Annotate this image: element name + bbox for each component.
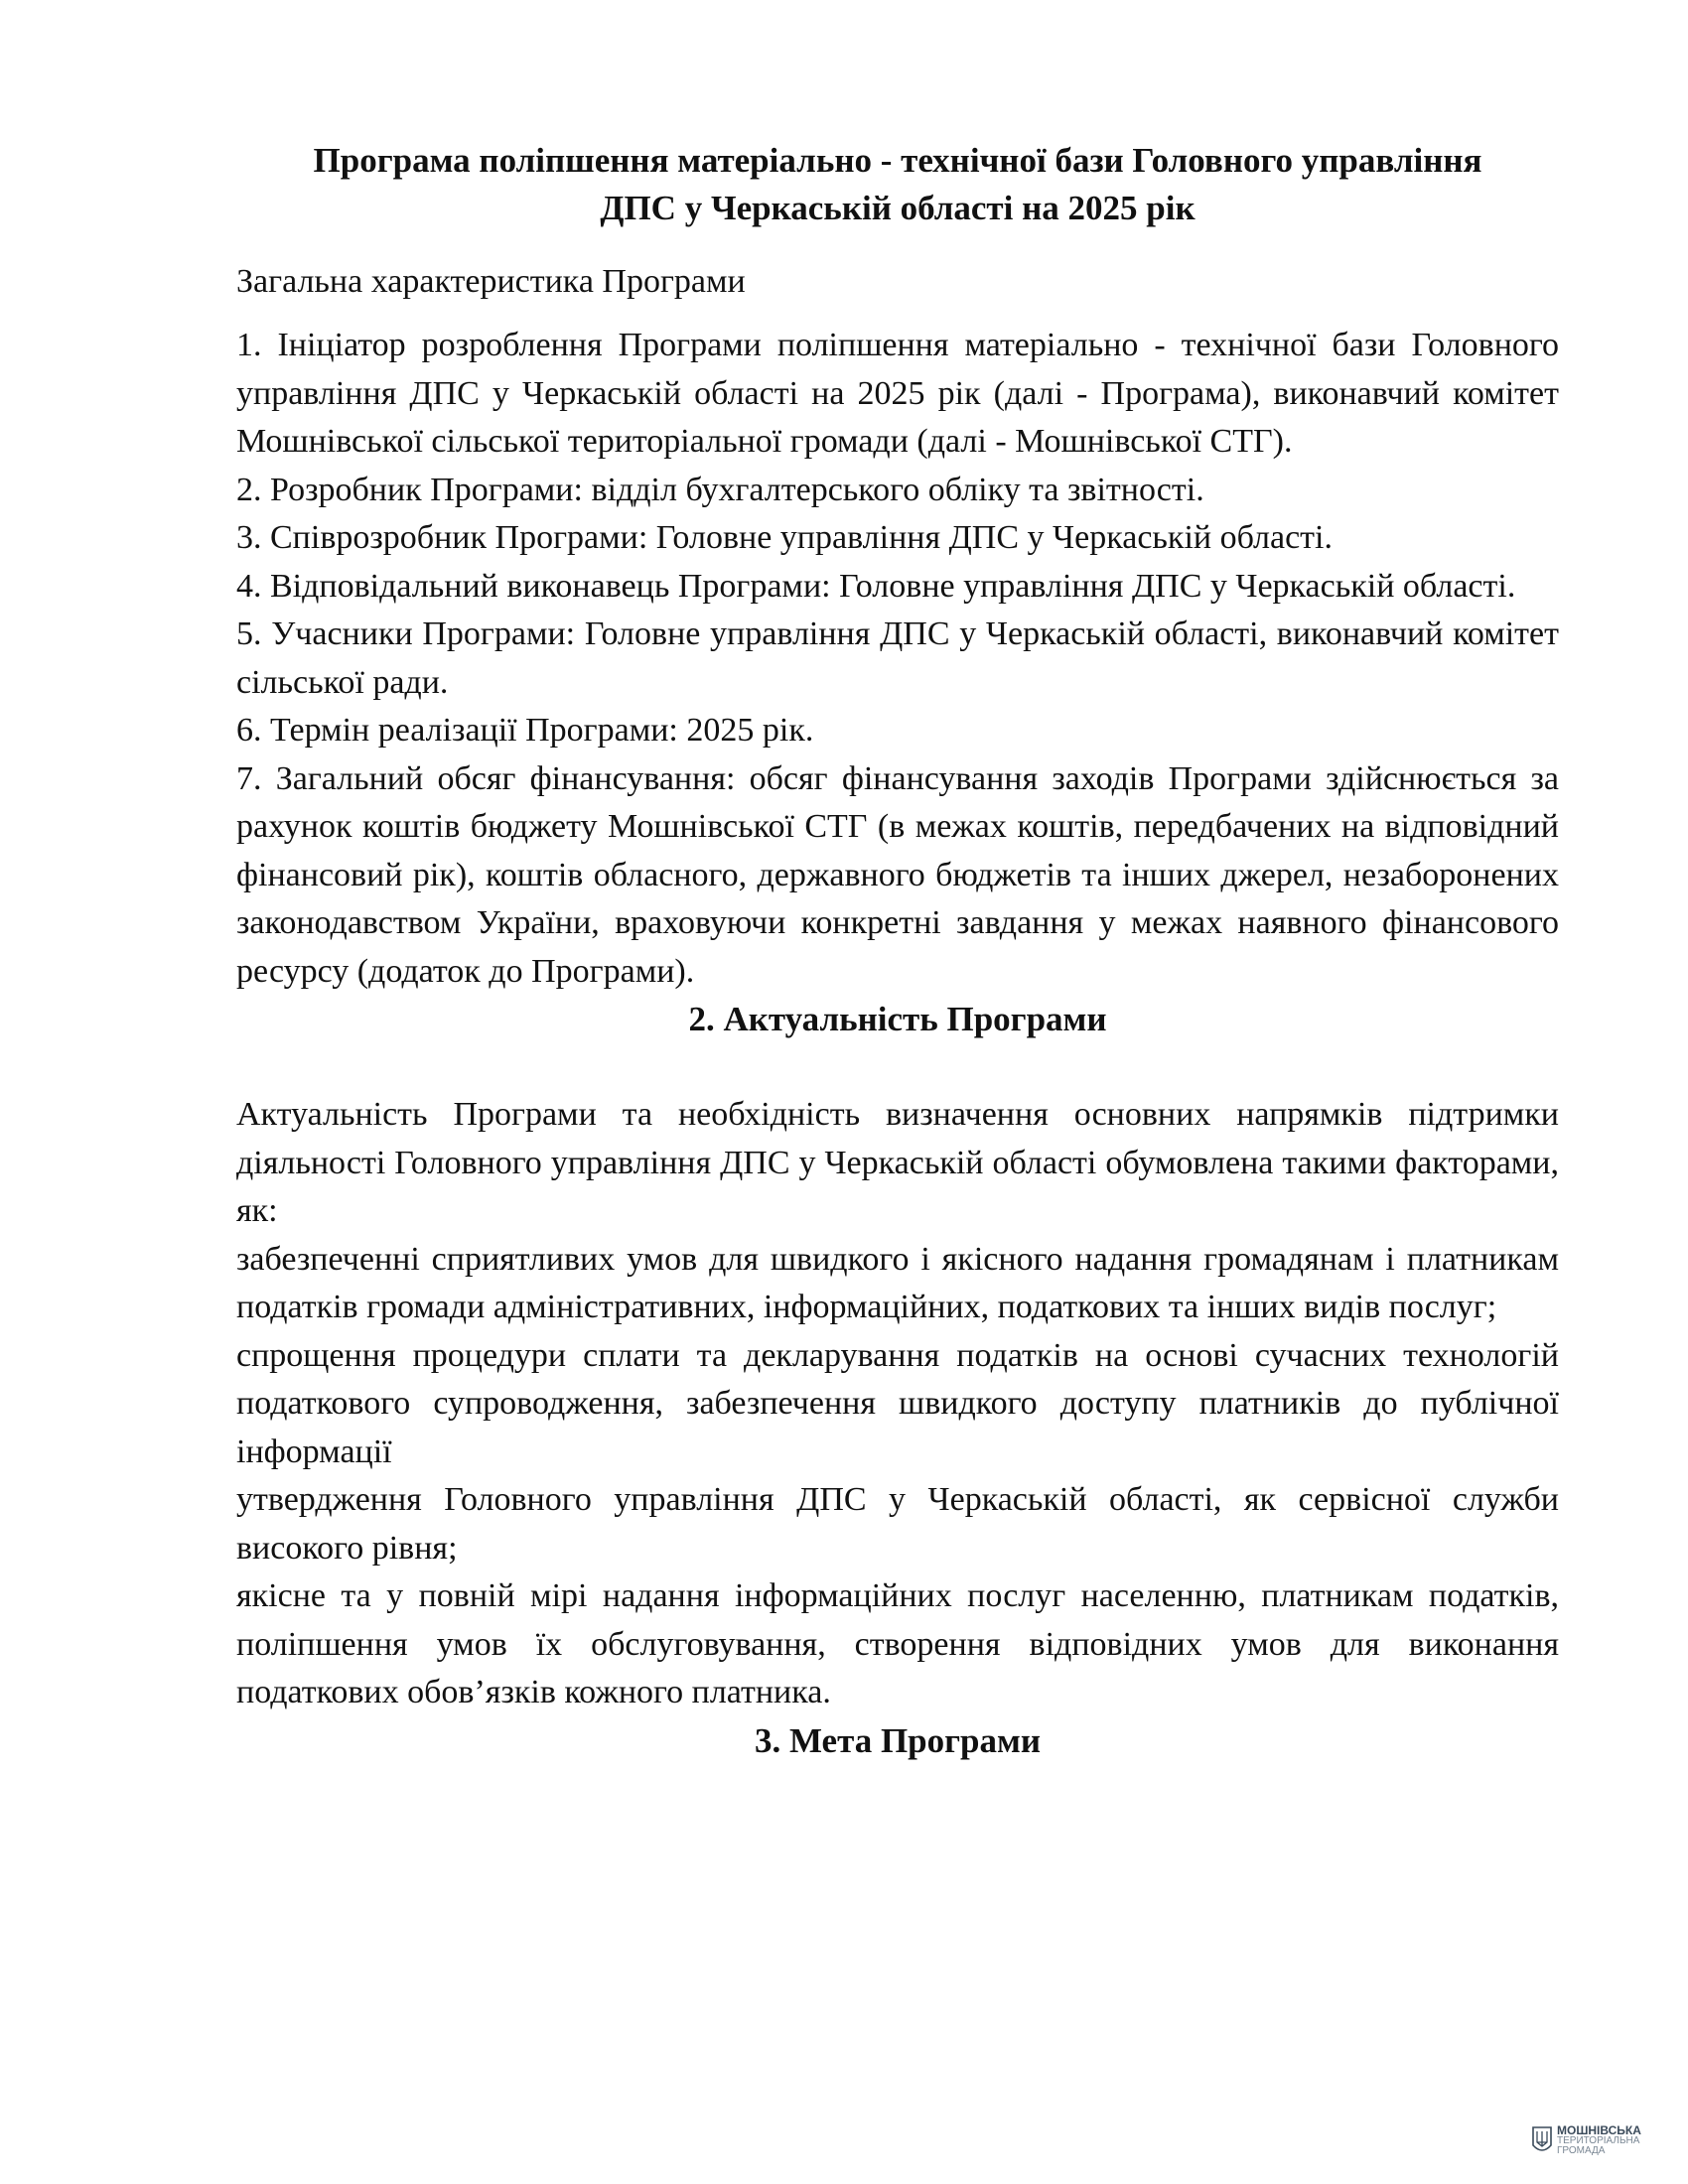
- title-line-2: ДПС у Черкаській області на 2025 рік: [600, 189, 1196, 227]
- list-item-5: 5. Учасники Програми: Головне управління ДПС у Черкаській області, виконавчий комітет сільської ради.: [236, 615, 1559, 701]
- section-2-paragraph: забезпеченні сприятливих умов для швидкого і якісного надання громадянам і платникам податків громади адміністративних, інформаційних, податкових та інших видів послуг;: [236, 1240, 1559, 1325]
- list-item-2: 2. Розробник Програми: відділ бухгалтерського обліку та звітності.: [236, 471, 1204, 508]
- logo-text: [1557, 2124, 1641, 2156]
- title-line-1: Програма поліпшення матеріально - технічної бази Головного управління: [313, 141, 1482, 180]
- section-3-heading: 3. Мета Програми: [754, 1720, 1042, 1760]
- section-spacer: [236, 1043, 1559, 1091]
- document-title: [236, 137, 1559, 232]
- trident-emblem-icon: [1531, 2125, 1553, 2155]
- logo-line-2: ТЕРИТОРІАЛЬНА: [1557, 2135, 1640, 2146]
- section-2-paragraph: якісне та у повній мірі надання інформаційних послуг населенню, платникам податків, поліпшення умов їх обслуговування, створення відповідних умов для виконання податкових обов’язків кожного платника.: [236, 1577, 1559, 1710]
- document-page: [236, 137, 1559, 1765]
- section-2-paragraph: спрощення процедури сплати та декларування податків на основі сучасних технологій податкового супроводження, забезпечення швидкого доступу платників до публічної інформації: [236, 1336, 1559, 1470]
- general-characteristics-heading: Загальна характеристика Програми: [236, 263, 746, 300]
- list-item-6: 6. Термін реалізації Програми: 2025 рік.: [236, 712, 814, 749]
- list-item-7: 7. Загальний обсяг фінансування: обсяг фінансування заходів Програми здійснюється за рахунок коштів бюджету Мошнівської СТГ (в межах коштів, передбачених на відповідний фінансовий рік), коштів обласного, державного бюджетів та інших джерел, незаборонених законодавством України, враховуючи конкретні завдання у межах наявного фінансового ресурсу (додаток до Програми).: [236, 759, 1559, 990]
- community-logo: [1531, 2124, 1641, 2156]
- section-2-paragraph: Актуальність Програми та необхідність визначення основних напрямків підтримки діяльності Головного управління ДПС у Черкаській області обумовлена такими факторами, як:: [236, 1096, 1559, 1229]
- list-item-4: 4. Відповідальний виконавець Програми: Головне управління ДПС у Черкаській області.: [236, 567, 1516, 605]
- logo-line-1: МОШНІВСЬКА: [1557, 2123, 1641, 2137]
- section-2-body: [236, 1091, 1559, 1717]
- list-item-3: 3. Співрозробник Програми: Головне управління ДПС у Черкаській області.: [236, 519, 1333, 556]
- logo-line-3: ГРОМАДА: [1557, 2145, 1606, 2156]
- section-2-paragraph: утвердження Головного управління ДПС у Черкаській області, як сервісної служби високого рівня;: [236, 1481, 1559, 1567]
- list-item-1: 1. Ініціатор розроблення Програми поліпшення матеріально - технічної бази Головного управління ДПС у Черкаській області на 2025 рік (далі - Програма), виконавчий комітет Мошнівської сільської територіальної громади (далі - Мошнівської СТГ).: [236, 327, 1559, 460]
- general-characteristics-list: [236, 322, 1559, 996]
- section-2-heading: 2. Актуальність Програми: [688, 1000, 1107, 1038]
